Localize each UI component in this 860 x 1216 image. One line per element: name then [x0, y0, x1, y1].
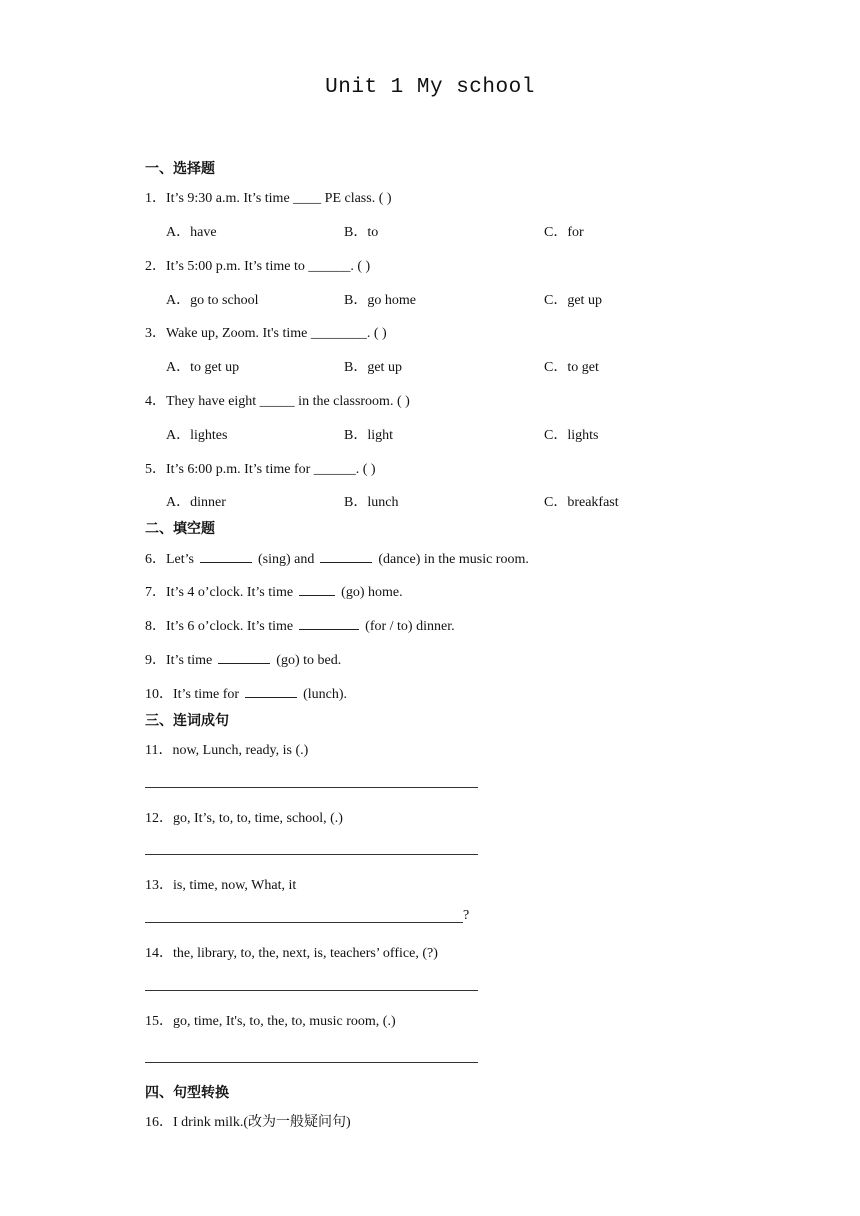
word-list: the, library, to, the, next, is, teachers’ office, (?): [173, 946, 438, 961]
question-number: 7．: [145, 585, 166, 600]
question-3: [145, 322, 387, 342]
word-list: go, time, It's, to, the, to, music room, (.): [173, 1014, 396, 1029]
question-2: [145, 255, 370, 275]
section-heading-multiple-choice: 一、选择题: [145, 161, 215, 177]
answer-line[interactable]: [145, 787, 478, 788]
question-number: 14．: [145, 946, 173, 961]
option-c: C．get up: [544, 293, 602, 308]
question-mark: ?: [463, 908, 470, 923]
question-number: 8．: [145, 619, 166, 634]
question-number: 9．: [145, 653, 166, 668]
option-b: B．to: [344, 225, 379, 240]
question-number: 4．: [145, 394, 166, 409]
question-13: [145, 874, 296, 894]
question-11: [145, 739, 308, 759]
question-text: I drink milk.(改为一般疑问句): [173, 1115, 351, 1130]
question-number: 1．: [145, 191, 166, 206]
option-c: C．breakfast: [544, 495, 619, 510]
option-a: A．dinner: [166, 495, 226, 510]
question-14: [145, 942, 438, 962]
question-stem: It’s 5:00 p.m. It’s time to ______. ( ): [166, 259, 371, 274]
word-list: is, time, now, What, it: [173, 878, 297, 893]
question-number: 6．: [145, 552, 166, 567]
option-c: C．to get: [544, 360, 599, 375]
option-b: B．light: [344, 428, 394, 443]
question-number: 3．: [145, 326, 166, 341]
question-text: It’s time for: [173, 687, 240, 702]
question-text: It’s 4 o’clock. It’s time: [166, 585, 294, 600]
question-text: It’s 6 o’clock. It’s time: [166, 619, 294, 634]
word-list: now, Lunch, ready, is (.): [172, 743, 309, 758]
question-stem: They have eight _____ in the classroom. ( ): [166, 394, 410, 409]
word-list: go, It’s, to, to, time, school, (.): [173, 811, 343, 826]
question-6: [145, 548, 529, 568]
question-text: (lunch).: [303, 687, 348, 702]
option-b: B．lunch: [344, 495, 399, 510]
answer-blank[interactable]: [218, 651, 270, 664]
question-number: 2．: [145, 259, 166, 274]
option-b: B．go home: [344, 293, 416, 308]
question-9: [145, 649, 341, 669]
option-a: A．have: [166, 225, 217, 240]
option-a: A．go to school: [166, 293, 259, 308]
answer-blank[interactable]: [245, 685, 297, 698]
question-8: [145, 615, 455, 635]
question-4: [145, 390, 410, 410]
question-text: (go) home.: [341, 585, 403, 600]
question-number: 10．: [145, 687, 173, 702]
question-text: (dance) in the music room.: [378, 552, 529, 567]
section-heading-word-order: 三、连词成句: [145, 713, 229, 729]
question-10: [145, 683, 347, 703]
answer-line[interactable]: [145, 922, 463, 923]
option-b: B．get up: [344, 360, 402, 375]
question-number: 15．: [145, 1014, 173, 1029]
question-1: [145, 187, 392, 207]
section-heading-sentence-transform: 四、句型转换: [145, 1085, 229, 1101]
option-a: A．lightes: [166, 428, 228, 443]
question-number: 13．: [145, 878, 173, 893]
answer-blank[interactable]: [299, 583, 335, 596]
question-16: [145, 1111, 351, 1131]
question-stem: Wake up, Zoom. It's time ________. ( ): [166, 326, 387, 341]
question-text: Let’s: [166, 552, 194, 567]
section-heading-fill-blank: 二、填空题: [145, 521, 215, 537]
question-number: 12．: [145, 811, 173, 826]
question-text: It’s time: [166, 653, 213, 668]
question-15: [145, 1010, 396, 1030]
question-stem: It’s 6:00 p.m. It’s time for ______. ( ): [166, 462, 376, 477]
page-title: Unit 1 My school: [325, 76, 535, 99]
answer-blank[interactable]: [299, 617, 359, 630]
question-7: [145, 581, 403, 601]
question-12: [145, 807, 343, 827]
answer-line[interactable]: [145, 854, 478, 855]
question-number: 11．: [145, 743, 173, 758]
question-number: 5．: [145, 462, 166, 477]
question-text: (for / to) dinner.: [365, 619, 455, 634]
answer-blank[interactable]: [200, 550, 252, 563]
option-c: C．lights: [544, 428, 599, 443]
question-number: 16．: [145, 1115, 173, 1130]
option-a: A．to get up: [166, 360, 240, 375]
question-text: (go) to bed.: [276, 653, 342, 668]
answer-line[interactable]: [145, 990, 478, 991]
question-5: [145, 458, 376, 478]
question-text: (sing) and: [258, 552, 315, 567]
option-c: C．for: [544, 225, 584, 240]
question-stem: It’s 9:30 a.m. It’s time ____ PE class. ( ): [166, 191, 392, 206]
answer-line[interactable]: [145, 1062, 478, 1063]
answer-blank[interactable]: [320, 550, 372, 563]
